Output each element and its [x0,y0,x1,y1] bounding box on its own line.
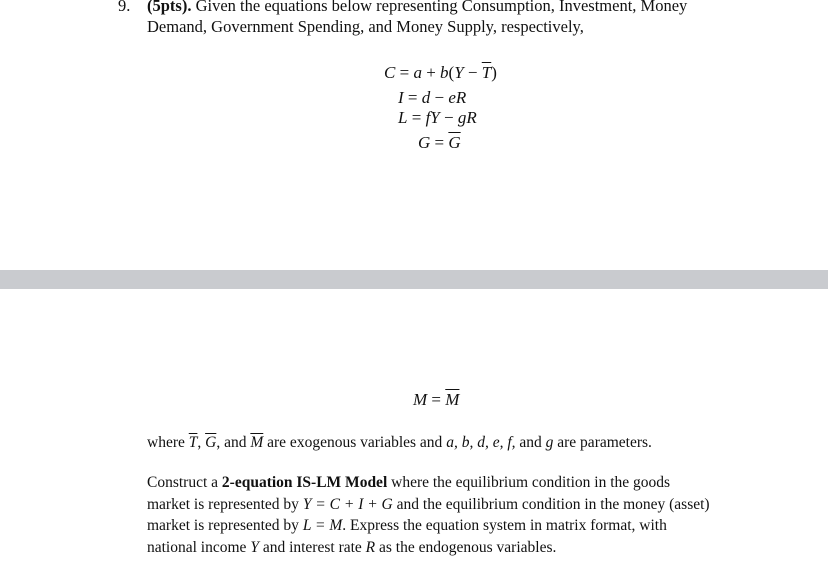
construct-line-4: national income Y and interest rate R as the endogenous variables. [147,538,557,556]
goods-market-equation: Y = C + I + G [302,495,393,513]
question-heading [118,0,687,16]
page-divider [0,270,828,289]
construct-line-3: market is represented by L = M. Express the equation system in matrix format, with [147,517,667,534]
question-number: 9. [118,0,131,15]
money-supply-equation: $M = \overline{M}$ [413,390,460,409]
money-market-equation: L = M [302,517,343,534]
investment-equation: I = d − eR [398,88,467,107]
question-intro: Given the equations below representing Consumption, Investment, Money [195,0,688,15]
consumption-equation: $C = a + b(Y - \overline{T})$ [384,63,497,82]
model-name: 2-equation IS-LM Model [221,474,388,491]
government-equation: $G = \overline{G}$ [418,133,461,152]
question-intro-continued: Demand, Government Spending, and Money Supply, respectively, [147,17,584,36]
money-demand-equation: L = fY − gR [398,108,477,127]
construct-paragraph [147,472,710,558]
question-points: (5pts). [147,0,192,15]
construct-line-1: Construct a 2-equation IS-LM Model where the equilibrium condition in the goods [147,474,671,491]
where-sentence: where $\overline{T}$, $\overline{G}$, and $\overline{M}$ are exogenous variables and a, b, d, e, f, and g are parameters. [147,434,652,451]
top-pane [0,0,828,270]
bottom-pane [0,289,828,562]
construct-line-2: market is represented by Y = C + I + G and the equilibrium condition in the money (asset) [147,495,710,513]
